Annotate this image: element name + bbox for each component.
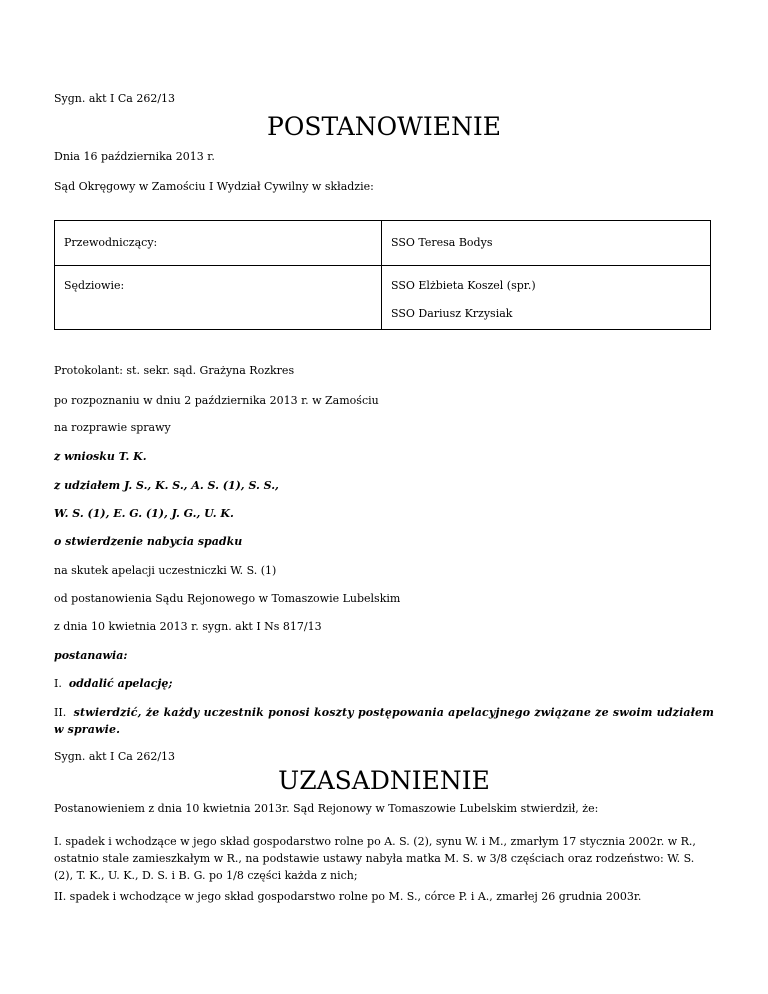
court-panel-table [54, 220, 711, 330]
from-court-line: od postanowienia Sądu Rejonowego w Tomaszowie Lubelskim [54, 592, 401, 605]
ruling-item-2-number: II. [54, 706, 67, 719]
ruling-item-1-number: I. [54, 677, 62, 690]
justification-title: UZASADNIENIE [278, 766, 490, 795]
proceeding-type-line: na rozprawie sprawy [54, 421, 171, 434]
from-date-line: z dnia 10 kwietnia 2013 r. sygn. akt I Ns 817/13 [54, 620, 322, 633]
applicant-line: z wniosku T. K. [54, 450, 147, 463]
ruling-item-1 [54, 677, 172, 691]
table-divider-horizontal [55, 265, 710, 266]
judge-1-name: SSO Elżbieta Koszel (spr.) [391, 279, 536, 292]
table-divider-vertical [381, 221, 382, 329]
clerk-line: Protokolant: st. sekr. sąd. Grażyna Rozkres [54, 364, 295, 377]
ruling-heading: postanawia: [54, 649, 128, 662]
ruling-item-1-text: oddalić apelację; [68, 677, 173, 690]
justification-point-2: II. spadek i wchodzące w jego skład gospodarstwo rolne po M. S., córce P. i A., zmarłej 26 grudnia 2003r. [54, 890, 642, 903]
ruling-item-2-text: stwierdzić, że każdy uczestnik ponosi koszty postępowania apelacyjnego związane ze swoim udziałem w sprawie. [54, 706, 714, 736]
ruling-item-2 [54, 704, 714, 738]
chair-name: SSO Teresa Bodys [391, 236, 493, 249]
hearing-line: po rozpoznaniu w dniu 2 października 2013 r. w Zamościu [54, 394, 379, 407]
appeal-line: na skutek apelacji uczestniczki W. S. (1) [54, 564, 277, 577]
chair-label: Przewodniczący: [64, 236, 158, 249]
case-number: Sygn. akt I Ca 262/13 [54, 92, 176, 105]
subject-line: o stwierdzenie nabycia spadku [54, 535, 243, 548]
document-title: POSTANOWIENIE [267, 112, 501, 141]
court-line: Sąd Okręgowy w Zamościu I Wydział Cywilny w składzie: [54, 180, 374, 193]
participants-line-1: z udziałem J. S., K. S., A. S. (1), S. S., [54, 479, 279, 492]
judge-2-name: SSO Dariusz Krzysiak [391, 307, 513, 320]
justification-intro: Postanowieniem z dnia 10 kwietnia 2013r. Sąd Rejonowy w Tomaszowie Lubelskim stwierdził, że: [54, 802, 599, 815]
justification-point-1: I. spadek i wchodzące w jego skład gospodarstwo rolne po A. S. (2), synu W. i M., zmarłym 17 stycznia 2002r. w R., ostatnio stale zamieszkałym w R., na podstawie ustawy nabyła matka M. S. w 3/8 częściach oraz rodzeństwo: W. S. (2), T. K., U. K., D. S. i B. G. po 1/8 części każda z nich; [54, 835, 696, 882]
justification-case-number: Sygn. akt I Ca 262/13 [54, 750, 176, 763]
participants-line-2: W. S. (1), E. G. (1), J. G., U. K. [54, 507, 234, 520]
judges-label: Sędziowie: [64, 279, 125, 292]
date-line: Dnia 16 października 2013 r. [54, 150, 215, 163]
